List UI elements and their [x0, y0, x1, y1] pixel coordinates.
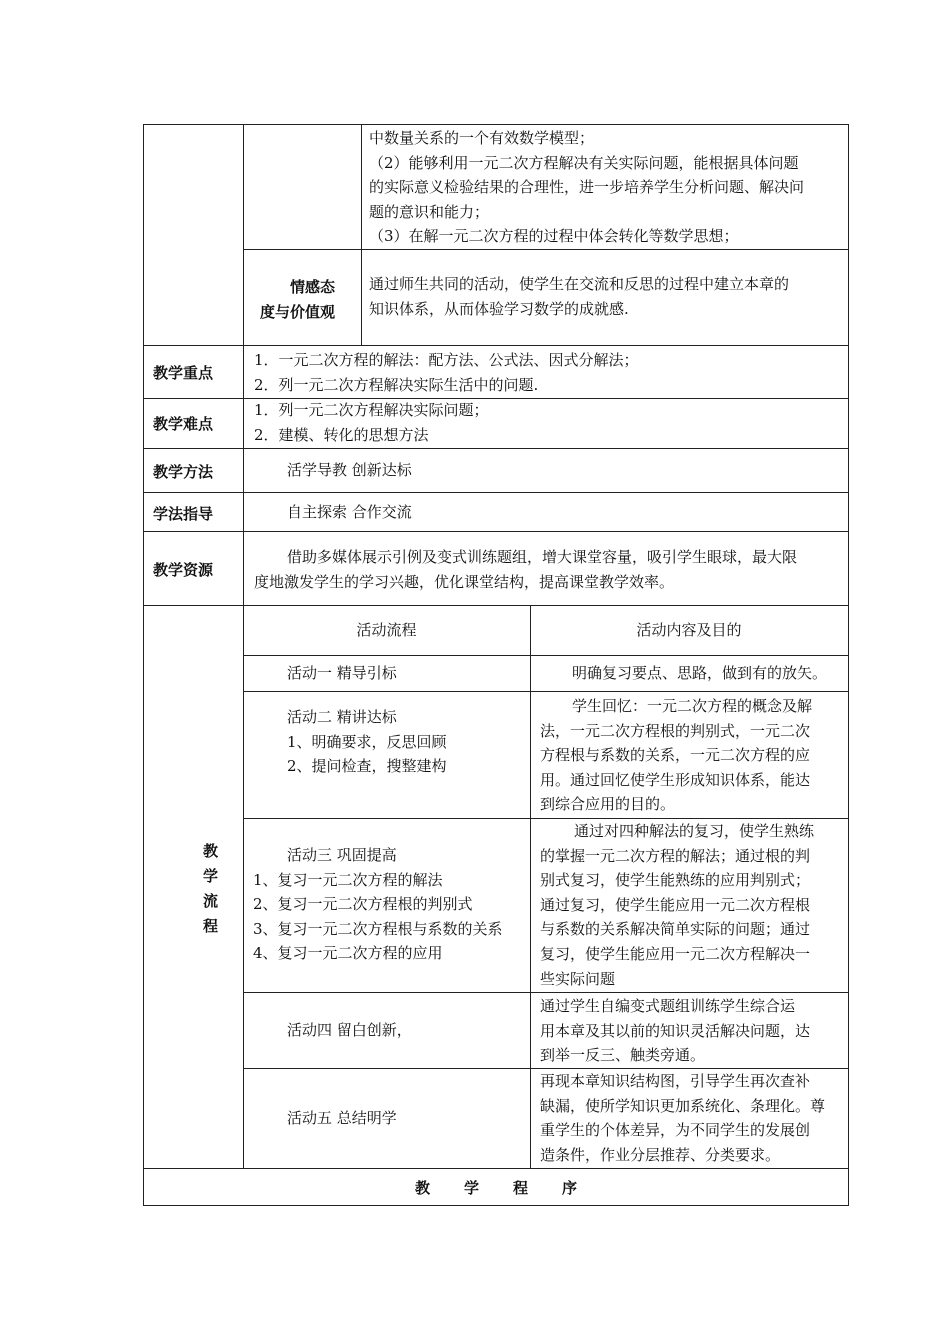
emotion-line: 知识体系，从而体验学习数学的成就感. [369, 299, 629, 318]
activity-5-left: 活动五 总结明学 [287, 1109, 397, 1127]
activity-line: 2、复习一元二次方程根的判别式 [253, 895, 473, 914]
footer-char: 序 [562, 1179, 578, 1197]
difficulty-line: 2．建模、转化的思想方法 [254, 425, 429, 444]
resources-content [254, 545, 797, 594]
flow-header-right: 活动内容及目的 [636, 621, 742, 639]
key-point-line: 1．一元二次方程的解法：配方法、公式法、因式分解法； [254, 351, 639, 369]
key-points-content [254, 348, 639, 397]
key-points-label: 教学重点 [153, 364, 214, 382]
footer-char: 教 [414, 1179, 430, 1197]
objective-line: 题的意识和能力； [369, 202, 490, 221]
study-guide-text: 自主探索 合作交流 [287, 503, 412, 521]
resources-line: 度地激发学生的学习兴趣，优化课堂结构，提高课堂教学效率。 [254, 572, 675, 591]
resources-label: 教学资源 [153, 561, 214, 579]
activity-line: 活动二 精讲达标 [287, 708, 397, 726]
difficulties-content [254, 398, 489, 447]
activity-purpose-line: 通过对四种解法的复习，使学生熟练 [574, 822, 815, 840]
activity-purpose-line: 与系数的关系解决简单实际的问题；通过 [540, 920, 811, 939]
key-point-line: 2．列一元二次方程解决实际生活中的问题. [254, 375, 539, 394]
activity-purpose-line: 别式复习，使学生能熟练的应用判别式； [540, 871, 811, 890]
activity-purpose-line: 用。通过回忆使学生形成知识体系，能达 [540, 770, 811, 789]
emotion-label-line2: 度与价值观 [260, 303, 336, 321]
footer-char: 学 [463, 1179, 479, 1197]
flow-label-char: 程 [203, 917, 219, 935]
flow-label-char: 教 [203, 842, 219, 860]
activity-3-left [253, 843, 503, 966]
difficulties-label: 教学难点 [153, 415, 214, 433]
study-guide-label: 学法指导 [153, 505, 214, 523]
method-label: 教学方法 [153, 463, 214, 481]
objectives-continued [369, 126, 804, 249]
activity-2-left [287, 705, 447, 779]
flow-label-char: 流 [203, 892, 219, 910]
objective-line: 中数量关系的一个有效数学模型； [369, 129, 595, 147]
activity-4-right [540, 994, 810, 1068]
activity-purpose-line: 再现本章知识结构图，引导学生再次查补 [540, 1072, 811, 1090]
emotion-line: 通过师生共同的活动，使学生在交流和反思的过程中建立本章的 [369, 275, 790, 293]
activity-purpose-line: 造条件，作业分层推荐、分类要求。 [540, 1145, 781, 1164]
activity-line: 1、明确要求，反思回顾 [287, 732, 447, 751]
flow-label-char: 学 [203, 867, 219, 885]
flow-label [203, 839, 218, 939]
objective-line: 的实际意义检验结果的合理性，进一步培养学生分析问题、解决问 [369, 178, 805, 197]
activity-line: 4、复习一元二次方程的应用 [253, 944, 443, 963]
activity-1-left: 活动一 精导引标 [287, 664, 397, 682]
objective-line: （2）能够利用一元二次方程解决有关实际问题，能根据具体问题 [369, 153, 799, 172]
activity-purpose-line: 方程根与系数的关系，一元二次方程的应 [540, 746, 811, 765]
activity-purpose-line: 的掌握一元二次方程的解法；通过根的判 [540, 846, 811, 865]
activity-purpose-line: 通过复习，使学生能应用一元二次方程根 [540, 895, 811, 914]
flow-header-left: 活动流程 [356, 621, 417, 639]
activity-5-right [540, 1069, 825, 1167]
activity-purpose-line: 缺漏，使所学知识更加系统化、条理化。尊 [540, 1096, 826, 1115]
activity-line: 3、复习一元二次方程根与系数的关系 [253, 919, 503, 938]
activity-purpose-line: 到综合应用的目的。 [540, 795, 676, 814]
activity-line: 1、复习一元二次方程的解法 [253, 870, 443, 889]
activity-4-left: 活动四 留白创新， [287, 1021, 412, 1039]
footer-char: 程 [513, 1179, 529, 1197]
activity-purpose-line: 学生回忆：一元二次方程的概念及解 [572, 697, 813, 715]
activity-purpose-line: 用本章及其以前的知识灵活解决问题，达 [540, 1021, 811, 1040]
footer-heading [143, 1177, 849, 1198]
activity-line: 活动三 巩固提高 [287, 846, 397, 864]
activity-purpose-line: 通过学生自编变式题组训练学生综合运 [540, 997, 796, 1015]
activity-line: 2、提问检查，搜整建构 [287, 757, 447, 776]
activity-purpose-line: 重学生的个体差异，为不同学生的发展创 [540, 1121, 811, 1140]
activity-3-right [540, 819, 814, 991]
method-text: 活学导教 创新达标 [287, 461, 412, 479]
activity-purpose-line: 些实际问题 [540, 969, 616, 988]
emotion-content [369, 272, 789, 321]
activity-1-right: 明确复习要点、思路，做到有的放矢。 [572, 664, 828, 682]
activity-purpose-line: 复习，使学生能应用一元二次方程解决一 [540, 944, 811, 963]
activity-2-right [540, 694, 812, 817]
activity-purpose-line: 到举一反三、触类旁通。 [540, 1046, 706, 1065]
objective-line: （3）在解一元二次方程的过程中体会转化等数学思想； [369, 227, 739, 246]
difficulty-line: 1．列一元二次方程解决实际问题； [254, 401, 489, 419]
emotion-label-line1: 情感态 [290, 278, 336, 296]
activity-purpose-line: 法，一元二次方程根的判别式，一元二次 [540, 721, 811, 740]
resources-line: 借助多媒体展示引例及变式训练题组，增大课堂容量，吸引学生眼球，最大限 [287, 548, 798, 566]
